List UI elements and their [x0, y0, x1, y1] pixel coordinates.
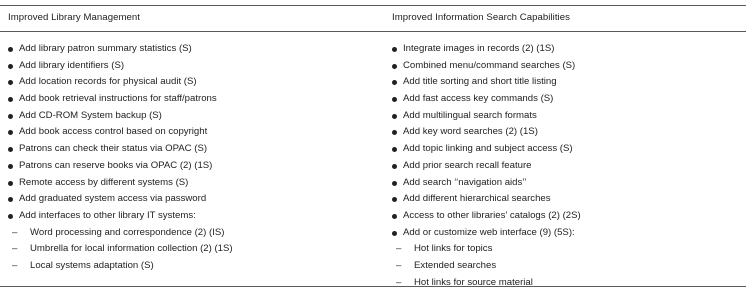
list-item	[8, 91, 233, 108]
bullet-icon	[392, 80, 397, 85]
bullet-icon	[8, 214, 13, 219]
sub-list-item	[8, 225, 233, 242]
item-text: Patrons can check their status via OPAC (S)	[19, 143, 208, 155]
item-text: Add topic linking and subject access (S)	[403, 143, 573, 155]
list-item	[8, 108, 233, 125]
item-text: Add prior search recall feature	[403, 159, 532, 171]
item-text: Add search ‘‘navigation aids’’	[403, 176, 527, 188]
list-item	[8, 74, 233, 91]
information-search-list	[392, 41, 581, 291]
bullet-icon	[8, 181, 13, 186]
bullet-icon	[392, 64, 397, 69]
bullet-icon	[392, 114, 397, 119]
item-text: Add different hierarchical searches	[403, 193, 551, 205]
list-item	[8, 191, 233, 208]
item-text: Local systems adaptation (S)	[30, 259, 154, 271]
bottom-rule	[0, 286, 746, 287]
bullet-icon	[392, 181, 397, 186]
dash-marker: –	[396, 243, 402, 255]
item-text: Add or customize web interface (9) (5S):	[403, 226, 575, 238]
list-item	[8, 124, 233, 141]
item-text: Hot links for topics	[414, 243, 493, 255]
list-item	[8, 58, 233, 75]
list-item	[8, 208, 233, 225]
item-text: Remote access by different systems (S)	[19, 176, 189, 188]
sub-list-item	[8, 241, 233, 258]
bullet-icon	[8, 130, 13, 135]
item-text: Add key word searches (2) (1S)	[403, 126, 538, 138]
item-text: Umbrella for local information collection (2) (1S)	[30, 243, 233, 255]
list-item	[392, 124, 581, 141]
list-item	[8, 158, 233, 175]
bullet-icon	[392, 130, 397, 135]
list-item	[392, 41, 581, 58]
item-text: Access to other libraries’ catalogs (2) (2S)	[403, 209, 581, 221]
sub-list-item	[392, 258, 581, 275]
dash-marker: –	[12, 259, 18, 271]
sub-list-item	[392, 241, 581, 258]
list-item	[392, 141, 581, 158]
list-item	[392, 74, 581, 91]
column-header-library-management: Improved Library Management	[8, 12, 140, 23]
item-text: Add multilingual search formats	[403, 109, 537, 121]
bullet-icon	[8, 147, 13, 152]
library-management-column	[8, 11, 378, 271]
list-item	[392, 225, 581, 242]
item-text: Word processing and correspondence (2) (IS)	[30, 226, 225, 238]
item-text: Integrate images in records (2) (1S)	[403, 43, 555, 54]
item-text: Add book retrieval instructions for staff/patrons	[19, 93, 217, 105]
information-search-column	[392, 11, 742, 288]
dash-marker: –	[12, 243, 18, 255]
item-text: Add CD-ROM System backup (S)	[19, 109, 162, 121]
list-item	[8, 41, 233, 58]
list-item	[392, 108, 581, 125]
item-text: Add fast access key commands (S)	[403, 93, 554, 105]
item-text: Add book access control based on copyright	[19, 126, 208, 138]
list-item	[392, 208, 581, 225]
sub-list-item	[8, 258, 233, 275]
item-text: Add library patron summary statistics (S)	[19, 43, 192, 54]
item-text: Add location records for physical audit (S)	[19, 76, 197, 88]
item-text: Extended searches	[414, 259, 497, 271]
column-header-information-search: Improved Information Search Capabilities	[392, 12, 570, 23]
item-text: Combined menu/command searches (S)	[403, 59, 576, 71]
item-text: Add title sorting and short title listing	[403, 76, 557, 88]
dash-marker: –	[396, 276, 402, 288]
list-item	[8, 141, 233, 158]
bullet-icon	[392, 97, 397, 102]
bullet-icon	[8, 197, 13, 202]
item-text: Add graduated system access via password	[19, 193, 207, 205]
sub-list-item	[392, 275, 581, 292]
bullet-icon	[8, 164, 13, 169]
bullet-icon	[392, 214, 397, 219]
item-text: Patrons can reserve books via OPAC (2) (1S)	[19, 159, 213, 171]
library-management-list	[8, 41, 233, 275]
list-item	[392, 175, 581, 192]
dash-marker: –	[396, 259, 402, 271]
bullet-icon	[8, 97, 13, 102]
bullet-icon	[8, 114, 13, 119]
item-text: Add interfaces to other library IT systems:	[19, 209, 196, 221]
top-rule	[0, 5, 746, 6]
bullet-icon	[392, 147, 397, 152]
list-item	[392, 91, 581, 108]
item-text: Add library identifiers (S)	[19, 59, 125, 71]
bullet-icon	[392, 47, 397, 52]
item-text: Hot links for source material	[414, 276, 533, 288]
bullet-icon	[8, 64, 13, 69]
list-item	[8, 175, 233, 192]
list-item	[392, 191, 581, 208]
bullet-icon	[8, 47, 13, 52]
bullet-icon	[392, 164, 397, 169]
header-rule	[0, 31, 746, 32]
list-item	[392, 158, 581, 175]
bullet-icon	[8, 80, 13, 85]
bullet-icon	[392, 197, 397, 202]
bullet-icon	[392, 231, 397, 236]
dash-marker: –	[12, 226, 18, 238]
list-item	[392, 58, 581, 75]
